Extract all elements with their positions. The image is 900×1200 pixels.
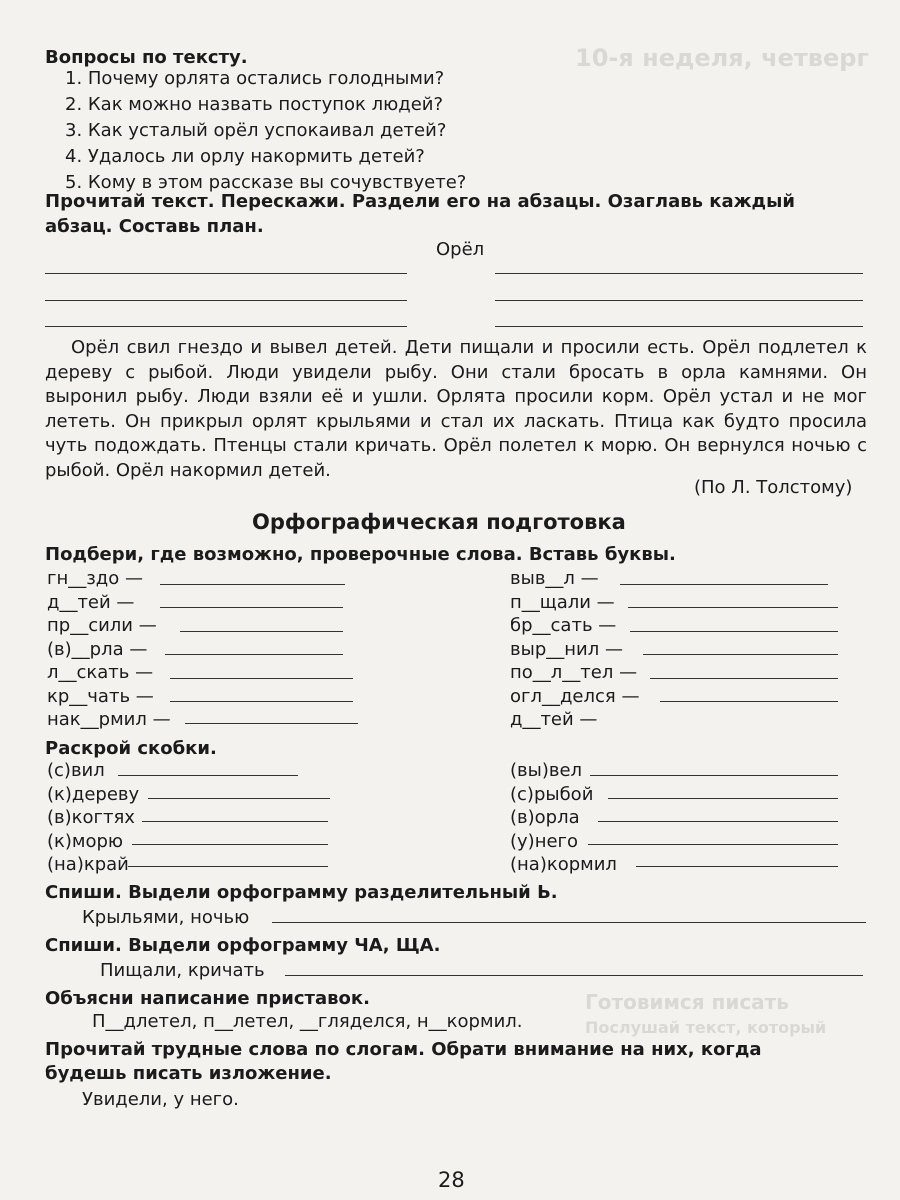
answer-line[interactable] xyxy=(170,678,353,679)
soft-sign-task: Спиши. Выдели орфограмму разделительный Ь. xyxy=(45,882,558,903)
story-title: Орёл xyxy=(436,239,485,260)
ortho-word: (в)__рла — xyxy=(47,638,148,660)
soft-sign-words: Крыльями, ночью xyxy=(82,907,250,928)
brackets-task: Раскрой скобки. xyxy=(45,738,217,759)
answer-line[interactable] xyxy=(180,631,343,632)
answer-line[interactable] xyxy=(128,866,328,867)
answer-line[interactable] xyxy=(272,922,866,923)
syllables-words: Увидели, у него. xyxy=(82,1089,239,1110)
brackets-right-column xyxy=(510,760,617,878)
ortho-word: бр__сать — xyxy=(510,615,617,636)
page-number: 28 xyxy=(438,1168,465,1192)
question-item: 4. Удалось ли орлу накормить детей? xyxy=(65,146,425,167)
plan-line[interactable] xyxy=(495,300,863,301)
answer-line[interactable] xyxy=(160,584,345,585)
plan-line[interactable] xyxy=(45,300,407,301)
story-author: (По Л. Толстому) xyxy=(694,477,853,498)
bracket-word: (с)рыбой xyxy=(510,783,594,805)
answer-line[interactable] xyxy=(160,607,343,608)
answer-line[interactable] xyxy=(588,844,838,845)
ortho-word: д__тей — xyxy=(47,591,135,613)
answer-line[interactable] xyxy=(165,654,343,655)
task-read-line1: Прочитай текст. Перескажи. Раздели его на абзацы. Озаглавь каждый xyxy=(45,191,795,212)
ortho-word: нак__рмил — xyxy=(47,709,171,730)
answer-line[interactable] xyxy=(132,844,328,845)
syllables-task-line1: Прочитай трудные слова по слогам. Обрати внимание на них, когда xyxy=(45,1039,762,1060)
bracket-word: (к)дереву xyxy=(47,783,140,805)
bracket-word: (на)кормил xyxy=(510,854,617,875)
ortho-word: л__скать — xyxy=(47,662,154,683)
answer-line[interactable] xyxy=(590,775,838,776)
bracket-word: (у)него xyxy=(510,830,579,852)
ortho-word: по__л__тел — xyxy=(510,662,638,683)
answer-line[interactable] xyxy=(643,654,838,655)
answer-line[interactable] xyxy=(185,723,358,724)
cha-scha-words: Пищали, кричать xyxy=(100,960,265,981)
answer-line[interactable] xyxy=(598,821,838,822)
answer-line[interactable] xyxy=(285,975,863,976)
bracket-word: (с)вил xyxy=(47,760,105,781)
section-title: Орфографическая подготовка xyxy=(252,510,626,534)
ortho-word: д__тей — xyxy=(510,709,598,730)
answer-line[interactable] xyxy=(608,798,838,799)
bracket-word: (в)орла xyxy=(510,807,580,828)
answer-line[interactable] xyxy=(142,821,328,822)
plan-line[interactable] xyxy=(495,326,863,327)
ortho-word: огл__делся — xyxy=(510,685,640,707)
bracket-word: (вы)вел xyxy=(510,760,583,781)
plan-line[interactable] xyxy=(45,273,407,274)
answer-line[interactable] xyxy=(630,631,838,632)
answer-line[interactable] xyxy=(660,701,838,702)
answer-line[interactable] xyxy=(170,701,353,702)
ortho-word: гн__здо — xyxy=(47,568,143,589)
ortho-right-column xyxy=(510,568,639,733)
brackets-left-column xyxy=(47,760,139,878)
ortho-left-column xyxy=(47,568,171,733)
questions-list xyxy=(65,66,466,196)
answer-line[interactable] xyxy=(650,678,838,679)
question-item: 3. Как усталый орёл успокаивал детей? xyxy=(65,120,447,141)
prefixes-words: П__длетел, п__летел, __гляделся, н__кормил. xyxy=(92,1011,523,1032)
bleed-through-mid: Готовимся писать xyxy=(585,990,789,1014)
ortho-word: п__щали — xyxy=(510,591,615,613)
story-paragraph: Орёл свил гнездо и вывел детей. Дети пищали и просили есть. Орёл подлетел к дереву с рыбой. Люди увидели рыбу. Они стали бросать в орла камнями. Он выронил рыбу. Люди взяли её и ушли. Орлята просили корм. Орёл устал и не мог лететь. Он прикрыл орлят крыльями и стал их ласкать. Птица как будто просила чуть подождать. Птенцы стали кричать. Орёл полетел к морю. Он вернулся ночью с рыбой. Орёл накормил детей. xyxy=(45,337,867,481)
question-item: 5. Кому в этом рассказе вы сочувствуете? xyxy=(65,172,467,193)
cha-scha-task: Спиши. Выдели орфограмму ЧА, ЩА. xyxy=(45,935,441,956)
answer-line[interactable] xyxy=(118,775,298,776)
questions-heading: Вопросы по тексту. xyxy=(45,47,248,68)
bleed-through-low: Послушай текст, который xyxy=(585,1018,827,1037)
question-item: 1. Почему орлята остались голодными? xyxy=(65,68,445,89)
ortho-word: выв__л — xyxy=(510,568,599,589)
bleed-through-heading: 10-я неделя, четверг xyxy=(575,44,869,72)
question-item: 2. Как можно назвать поступок людей? xyxy=(65,94,444,115)
ortho-word: выр__нил — xyxy=(510,638,623,660)
story-text xyxy=(45,336,867,483)
answer-line[interactable] xyxy=(620,584,828,585)
plan-line[interactable] xyxy=(495,273,863,274)
plan-line[interactable] xyxy=(45,326,407,327)
prefixes-task: Объясни написание приставок. xyxy=(45,988,370,1009)
task-read-line2: абзац. Составь план. xyxy=(45,216,264,237)
ortho-task: Подбери, где возможно, проверочные слова. Вставь буквы. xyxy=(45,544,676,565)
answer-line[interactable] xyxy=(628,607,838,608)
bracket-word: (на)край xyxy=(47,854,129,875)
syllables-task-line2: будешь писать изложение. xyxy=(45,1063,332,1084)
answer-line[interactable] xyxy=(636,866,838,867)
bracket-word: (к)морю xyxy=(47,830,124,852)
ortho-word: пр__сили — xyxy=(47,615,157,636)
bracket-word: (в)когтях xyxy=(47,807,135,828)
ortho-word: кр__чать — xyxy=(47,685,154,707)
answer-line[interactable] xyxy=(148,798,330,799)
